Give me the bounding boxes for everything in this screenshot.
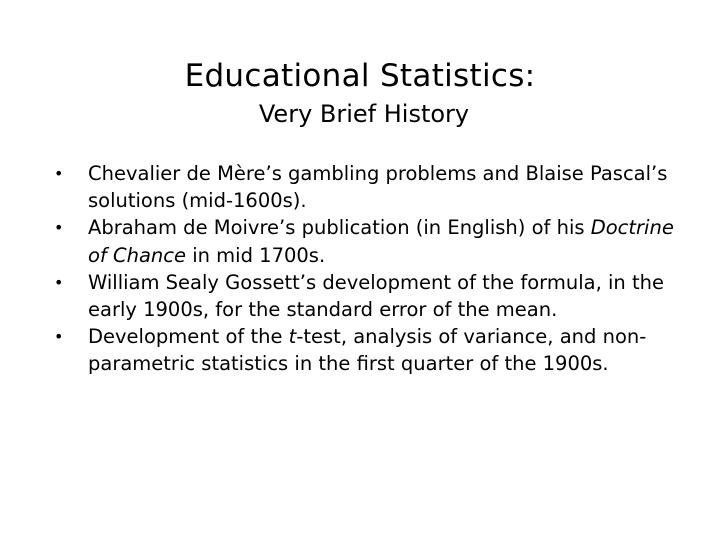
bullet-text: Chevalier de Mère’s gambling problems and Blaise Pascal’s solutions (mid-1600s).	[88, 162, 668, 213]
slide-title: Educational Statistics:	[184, 58, 536, 94]
bullet-text	[88, 325, 646, 375]
bullet-text-start: Development of the	[88, 325, 289, 349]
bullet-item	[54, 214, 674, 268]
bullet-item	[54, 269, 674, 323]
bullet-list	[54, 160, 674, 378]
bullet-text-end: in mid 1700s.	[186, 243, 326, 267]
bullet-item	[54, 323, 674, 377]
bullet-text	[88, 216, 674, 266]
bullet-text-end: -test, analysis of variance, and non-parametric statistics in the first quarter of the 1900s.	[88, 325, 647, 376]
book-title: Doctrine of Chance	[88, 216, 674, 267]
bullet-glyph: •	[54, 164, 64, 183]
slide-subtitle: Very Brief History	[258, 100, 470, 128]
t-symbol: t	[288, 325, 297, 349]
bullet-glyph: •	[54, 272, 64, 292]
bullet-text: William Sealy Gossett’s development of the formula, in the early 1900s, for the standard error of the mean.	[88, 270, 664, 322]
bullet-glyph: •	[54, 327, 64, 347]
bullet-glyph: •	[54, 218, 64, 238]
bullet-text-start: Abraham de Moivre’s publication (in English) of his	[88, 216, 591, 240]
bullet-item	[54, 160, 674, 214]
